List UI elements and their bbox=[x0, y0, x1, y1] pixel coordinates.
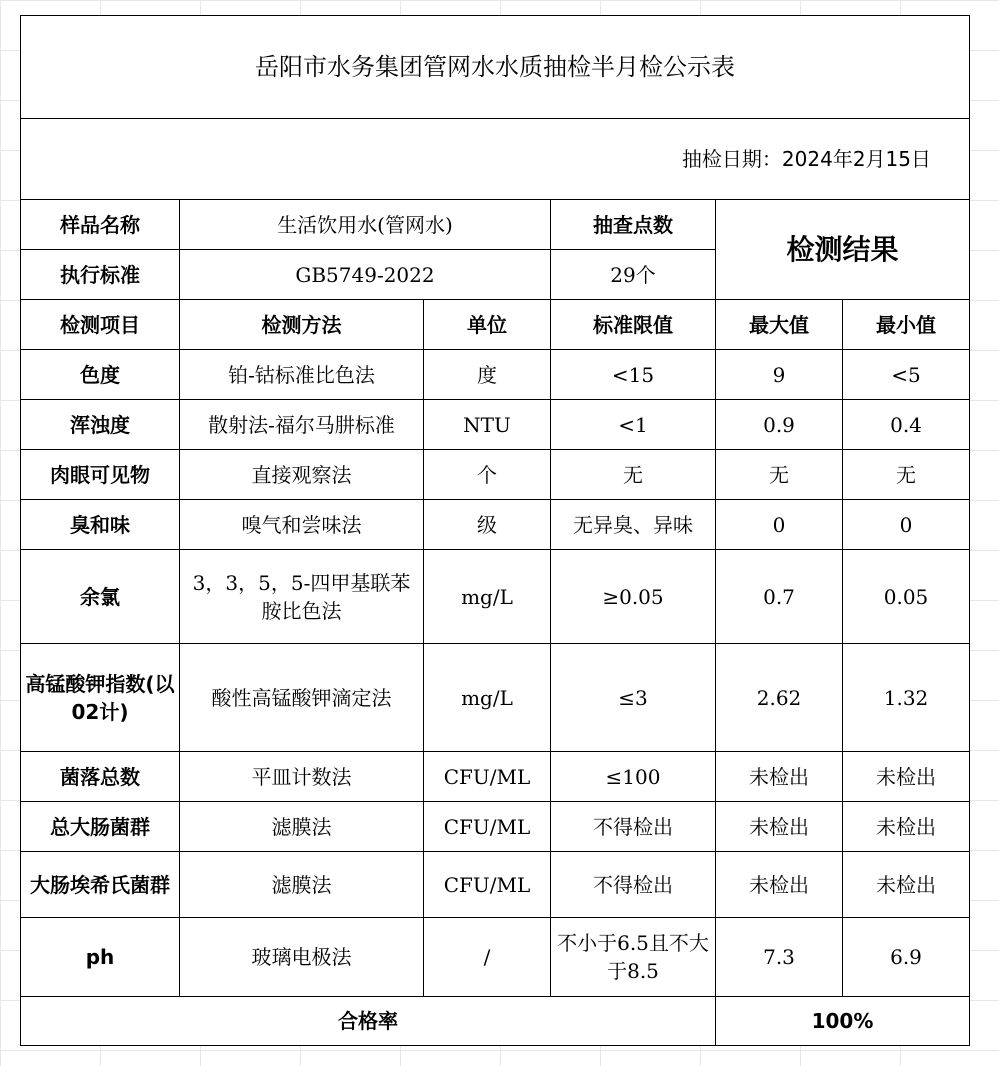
table-row-limit: 无 bbox=[550, 449, 716, 500]
table-row-limit: <1 bbox=[550, 399, 716, 450]
table-row-item: 菌落总数 bbox=[20, 751, 180, 802]
pass-rate-label: 合格率 bbox=[20, 996, 716, 1046]
table-row-max: 0.9 bbox=[715, 399, 843, 450]
table-row-limit: ≤3 bbox=[550, 643, 716, 752]
table-row-method: 玻璃电极法 bbox=[179, 917, 424, 997]
col-header-limit: 标准限值 bbox=[550, 299, 716, 350]
standard-value: GB5749-2022 bbox=[179, 249, 551, 300]
table-row-method: 嗅气和尝味法 bbox=[179, 499, 424, 550]
table-row-min: 无 bbox=[842, 449, 970, 500]
table-row-min: 6.9 bbox=[842, 917, 970, 997]
table-row-min: 0 bbox=[842, 499, 970, 550]
table-row-unit: CFU/ML bbox=[423, 751, 551, 802]
table-row-unit: mg/L bbox=[423, 643, 551, 752]
results-header: 检测结果 bbox=[715, 199, 970, 300]
table-row-unit: mg/L bbox=[423, 549, 551, 644]
col-header-min: 最小值 bbox=[842, 299, 970, 350]
table-row-method: 滤膜法 bbox=[179, 801, 424, 852]
inspection-date: 抽检日期：2024年2月15日 bbox=[20, 118, 970, 200]
table-row-method: 铂-钴标准比色法 bbox=[179, 349, 424, 400]
table-row-min: 0.4 bbox=[842, 399, 970, 450]
table-row-limit: 不小于6.5且不大于8.5 bbox=[550, 917, 716, 997]
table-row-method: 散射法-福尔马肼标准 bbox=[179, 399, 424, 450]
sample-points-value: 29个 bbox=[550, 249, 716, 300]
table-row-max: 无 bbox=[715, 449, 843, 500]
table-row-item: 余氯 bbox=[20, 549, 180, 644]
table-row-max: 未检出 bbox=[715, 851, 843, 918]
table-row-limit: 不得检出 bbox=[550, 801, 716, 852]
col-header-max: 最大值 bbox=[715, 299, 843, 350]
table-row-unit: CFU/ML bbox=[423, 801, 551, 852]
table-row-limit: <15 bbox=[550, 349, 716, 400]
table-row-unit: CFU/ML bbox=[423, 851, 551, 918]
table-row-max: 未检出 bbox=[715, 801, 843, 852]
table-row-item: 总大肠菌群 bbox=[20, 801, 180, 852]
col-header-item: 检测项目 bbox=[20, 299, 180, 350]
table-row-max: 2.62 bbox=[715, 643, 843, 752]
table-row-unit: 个 bbox=[423, 449, 551, 500]
table-row-limit: ≤100 bbox=[550, 751, 716, 802]
table-row-min: 1.32 bbox=[842, 643, 970, 752]
table-row-max: 0.7 bbox=[715, 549, 843, 644]
table-row-method: 3，3，5，5-四甲基联苯胺比色法 bbox=[179, 549, 424, 644]
table-row-max: 未检出 bbox=[715, 751, 843, 802]
table-row-min: 未检出 bbox=[842, 751, 970, 802]
table-row-limit: 不得检出 bbox=[550, 851, 716, 918]
standard-label: 执行标准 bbox=[20, 249, 180, 300]
table-row-unit: 级 bbox=[423, 499, 551, 550]
pass-rate-value: 100% bbox=[715, 996, 970, 1046]
col-header-method: 检测方法 bbox=[179, 299, 424, 350]
table-row-min: <5 bbox=[842, 349, 970, 400]
col-header-unit: 单位 bbox=[423, 299, 551, 350]
table-row-unit: NTU bbox=[423, 399, 551, 450]
table-row-item: 臭和味 bbox=[20, 499, 180, 550]
table-row-limit: ≥0.05 bbox=[550, 549, 716, 644]
table-row-method: 平皿计数法 bbox=[179, 751, 424, 802]
sample-points-label: 抽查点数 bbox=[550, 199, 716, 250]
table-row-min: 未检出 bbox=[842, 801, 970, 852]
table-row-item: 肉眼可见物 bbox=[20, 449, 180, 500]
table-row-limit: 无异臭、异味 bbox=[550, 499, 716, 550]
sample-name-value: 生活饮用水(管网水) bbox=[179, 199, 551, 250]
table-row-method: 酸性高锰酸钾滴定法 bbox=[179, 643, 424, 752]
table-row-item: 高锰酸钾指数(以02计) bbox=[20, 643, 180, 752]
table-row-item: 大肠埃希氏菌群 bbox=[20, 851, 180, 918]
table-row-method: 直接观察法 bbox=[179, 449, 424, 500]
table-row-method: 滤膜法 bbox=[179, 851, 424, 918]
table-row-min: 未检出 bbox=[842, 851, 970, 918]
table-row-min: 0.05 bbox=[842, 549, 970, 644]
table-row-max: 7.3 bbox=[715, 917, 843, 997]
table-row-max: 9 bbox=[715, 349, 843, 400]
table-row-item: ph bbox=[20, 917, 180, 997]
table-row-unit: 度 bbox=[423, 349, 551, 400]
table-row-item: 浑浊度 bbox=[20, 399, 180, 450]
table-row-unit: / bbox=[423, 917, 551, 997]
inspection-table bbox=[20, 15, 970, 1046]
sample-name-label: 样品名称 bbox=[20, 199, 180, 250]
table-row-item: 色度 bbox=[20, 349, 180, 400]
page-title: 岳阳市水务集团管网水水质抽检半月检公示表 bbox=[20, 15, 970, 119]
table-row-max: 0 bbox=[715, 499, 843, 550]
